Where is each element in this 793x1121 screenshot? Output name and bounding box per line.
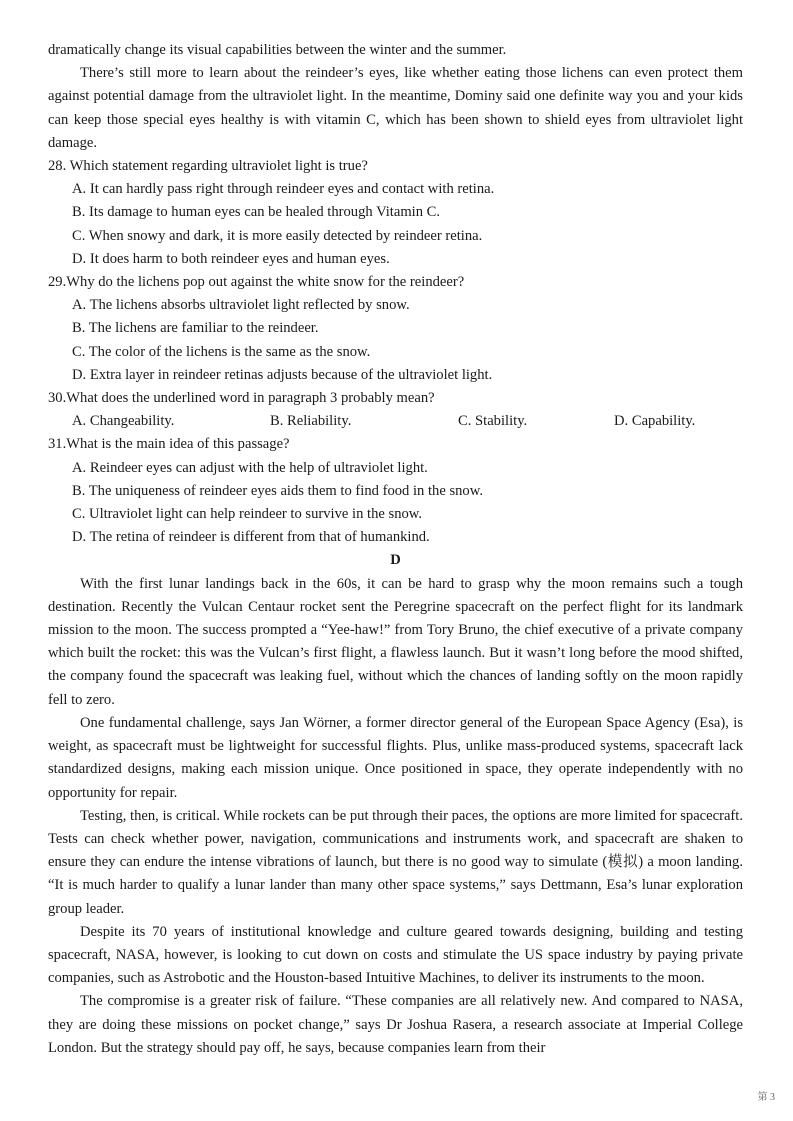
option-a: A. Reindeer eyes can adjust with the help of ultraviolet light. xyxy=(72,459,428,476)
option-c: C. Ultraviolet light can help reindeer to survive in the snow. xyxy=(72,506,423,523)
question-29 xyxy=(48,271,743,387)
options-row xyxy=(72,410,743,433)
option-b: B. Its damage to human eyes can be healed through Vitamin C. xyxy=(72,204,441,221)
question-31 xyxy=(48,433,743,549)
paragraph-reindeer-eyes: There’s still more to learn about the reindeer’s eyes, like whether eating those lichens can even protect them against potential damage from the ultraviolet light. In the meantime, Dominy said one definite way you and your kids can keep those special eyes healthy is with vitamin C, which has been shown to shield eyes from ultraviolet light damage. xyxy=(48,65,743,151)
question-28 xyxy=(48,155,743,271)
option-a: A. It can hardly pass right through reindeer eyes and contact with retina. xyxy=(72,181,495,198)
paragraph-d1: With the first lunar landings back in the 60s, it can be hard to grasp why the moon remains such a tough destination. Recently the Vulcan Centaur rocket sent the Peregrine spacecraft on the perfect flight for its landmark mission to the moon. The success prompted a “Yee-haw!” from Tory Bruno, the chief executive of a private company which built the rocket: this was the Vulcan’s first flight, a flawless launch. But it wasn’t long before the mood shifted, the company found the spacecraft was leaking fuel, without which the chances of landing softly on the moon rapidly fell to zero. xyxy=(48,575,743,708)
paragraph-continuation: dramatically change its visual capabilities between the winter and the summer. xyxy=(48,42,507,58)
question-stem: 31.What is the main idea of this passage? xyxy=(48,436,290,453)
option-b: B. Reliability. xyxy=(270,413,352,430)
question-30 xyxy=(48,387,743,433)
page-number: 第 3 xyxy=(757,1091,775,1103)
option-a: A. Changeability. xyxy=(72,413,175,430)
section-heading-d: D xyxy=(390,552,401,569)
paragraph-d5: The compromise is a greater risk of failure. “These companies are all relatively new. And compared to NASA, they are doing these missions on pocket change,” says Dr Joshua Rasera, a research associate at Imperial College London. But the strategy should pay off, he says, because companies learn from their xyxy=(48,993,743,1056)
option-a: A. The lichens absorbs ultraviolet light reflected by snow. xyxy=(72,297,410,314)
option-c: C. Stability. xyxy=(458,413,528,430)
option-b: B. The uniqueness of reindeer eyes aids them to find food in the snow. xyxy=(72,482,483,499)
paragraph-d2: One fundamental challenge, says Jan Wörner, a former director general of the European Space Agency (Esa), is weight, as spacecraft must be lightweight for successful flights. Plus, unlike mass-produced systems, spacecraft lack standardized designs, making each mission unique. Once positioned in space, they operate independently with no opportunity for repair. xyxy=(48,714,743,801)
question-stem: 29.Why do the lichens pop out against the white snow for the reindeer? xyxy=(48,274,465,291)
option-b: B. The lichens are familiar to the reindeer. xyxy=(72,320,319,337)
option-c: C. When snowy and dark, it is more easily detected by reindeer retina. xyxy=(72,227,483,244)
option-c: C. The color of the lichens is the same as the snow. xyxy=(72,343,371,360)
question-stem: 30.What does the underlined word in paragraph 3 probably mean? xyxy=(48,390,435,407)
paragraph-d4: Despite its 70 years of institutional knowledge and culture geared towards designing, building and testing spacecraft, NASA, however, is looking to cut down on costs and stimulate the US space industry by paying private companies, such as Astrobotic and the Houston-based Intuitive Machines, to deliver its instruments to the moon. xyxy=(48,923,743,987)
question-stem: 28. Which statement regarding ultraviolet light is true? xyxy=(48,158,368,175)
option-d: D. Capability. xyxy=(614,413,696,430)
paragraph-d3: Testing, then, is critical. While rockets can be put through their paces, the options are more limited for spacecraft. Tests can check whether power, navigation, communications and instruments work, and spacecraft are shaken to ensure they can endure the intense vibrations of launch, but there is no good way to simulate (模拟) a moon landing. “It is much harder to qualify a lunar lander than many other space systems,” says Dettmann, Esa’s lunar exploration group leader. xyxy=(48,807,743,917)
option-d: D. The retina of reindeer is different from that of humankind. xyxy=(72,529,430,546)
option-d: D. Extra layer in reindeer retinas adjusts because of the ultraviolet light. xyxy=(72,366,493,383)
option-d: D. It does harm to both reindeer eyes and human eyes. xyxy=(72,250,390,267)
